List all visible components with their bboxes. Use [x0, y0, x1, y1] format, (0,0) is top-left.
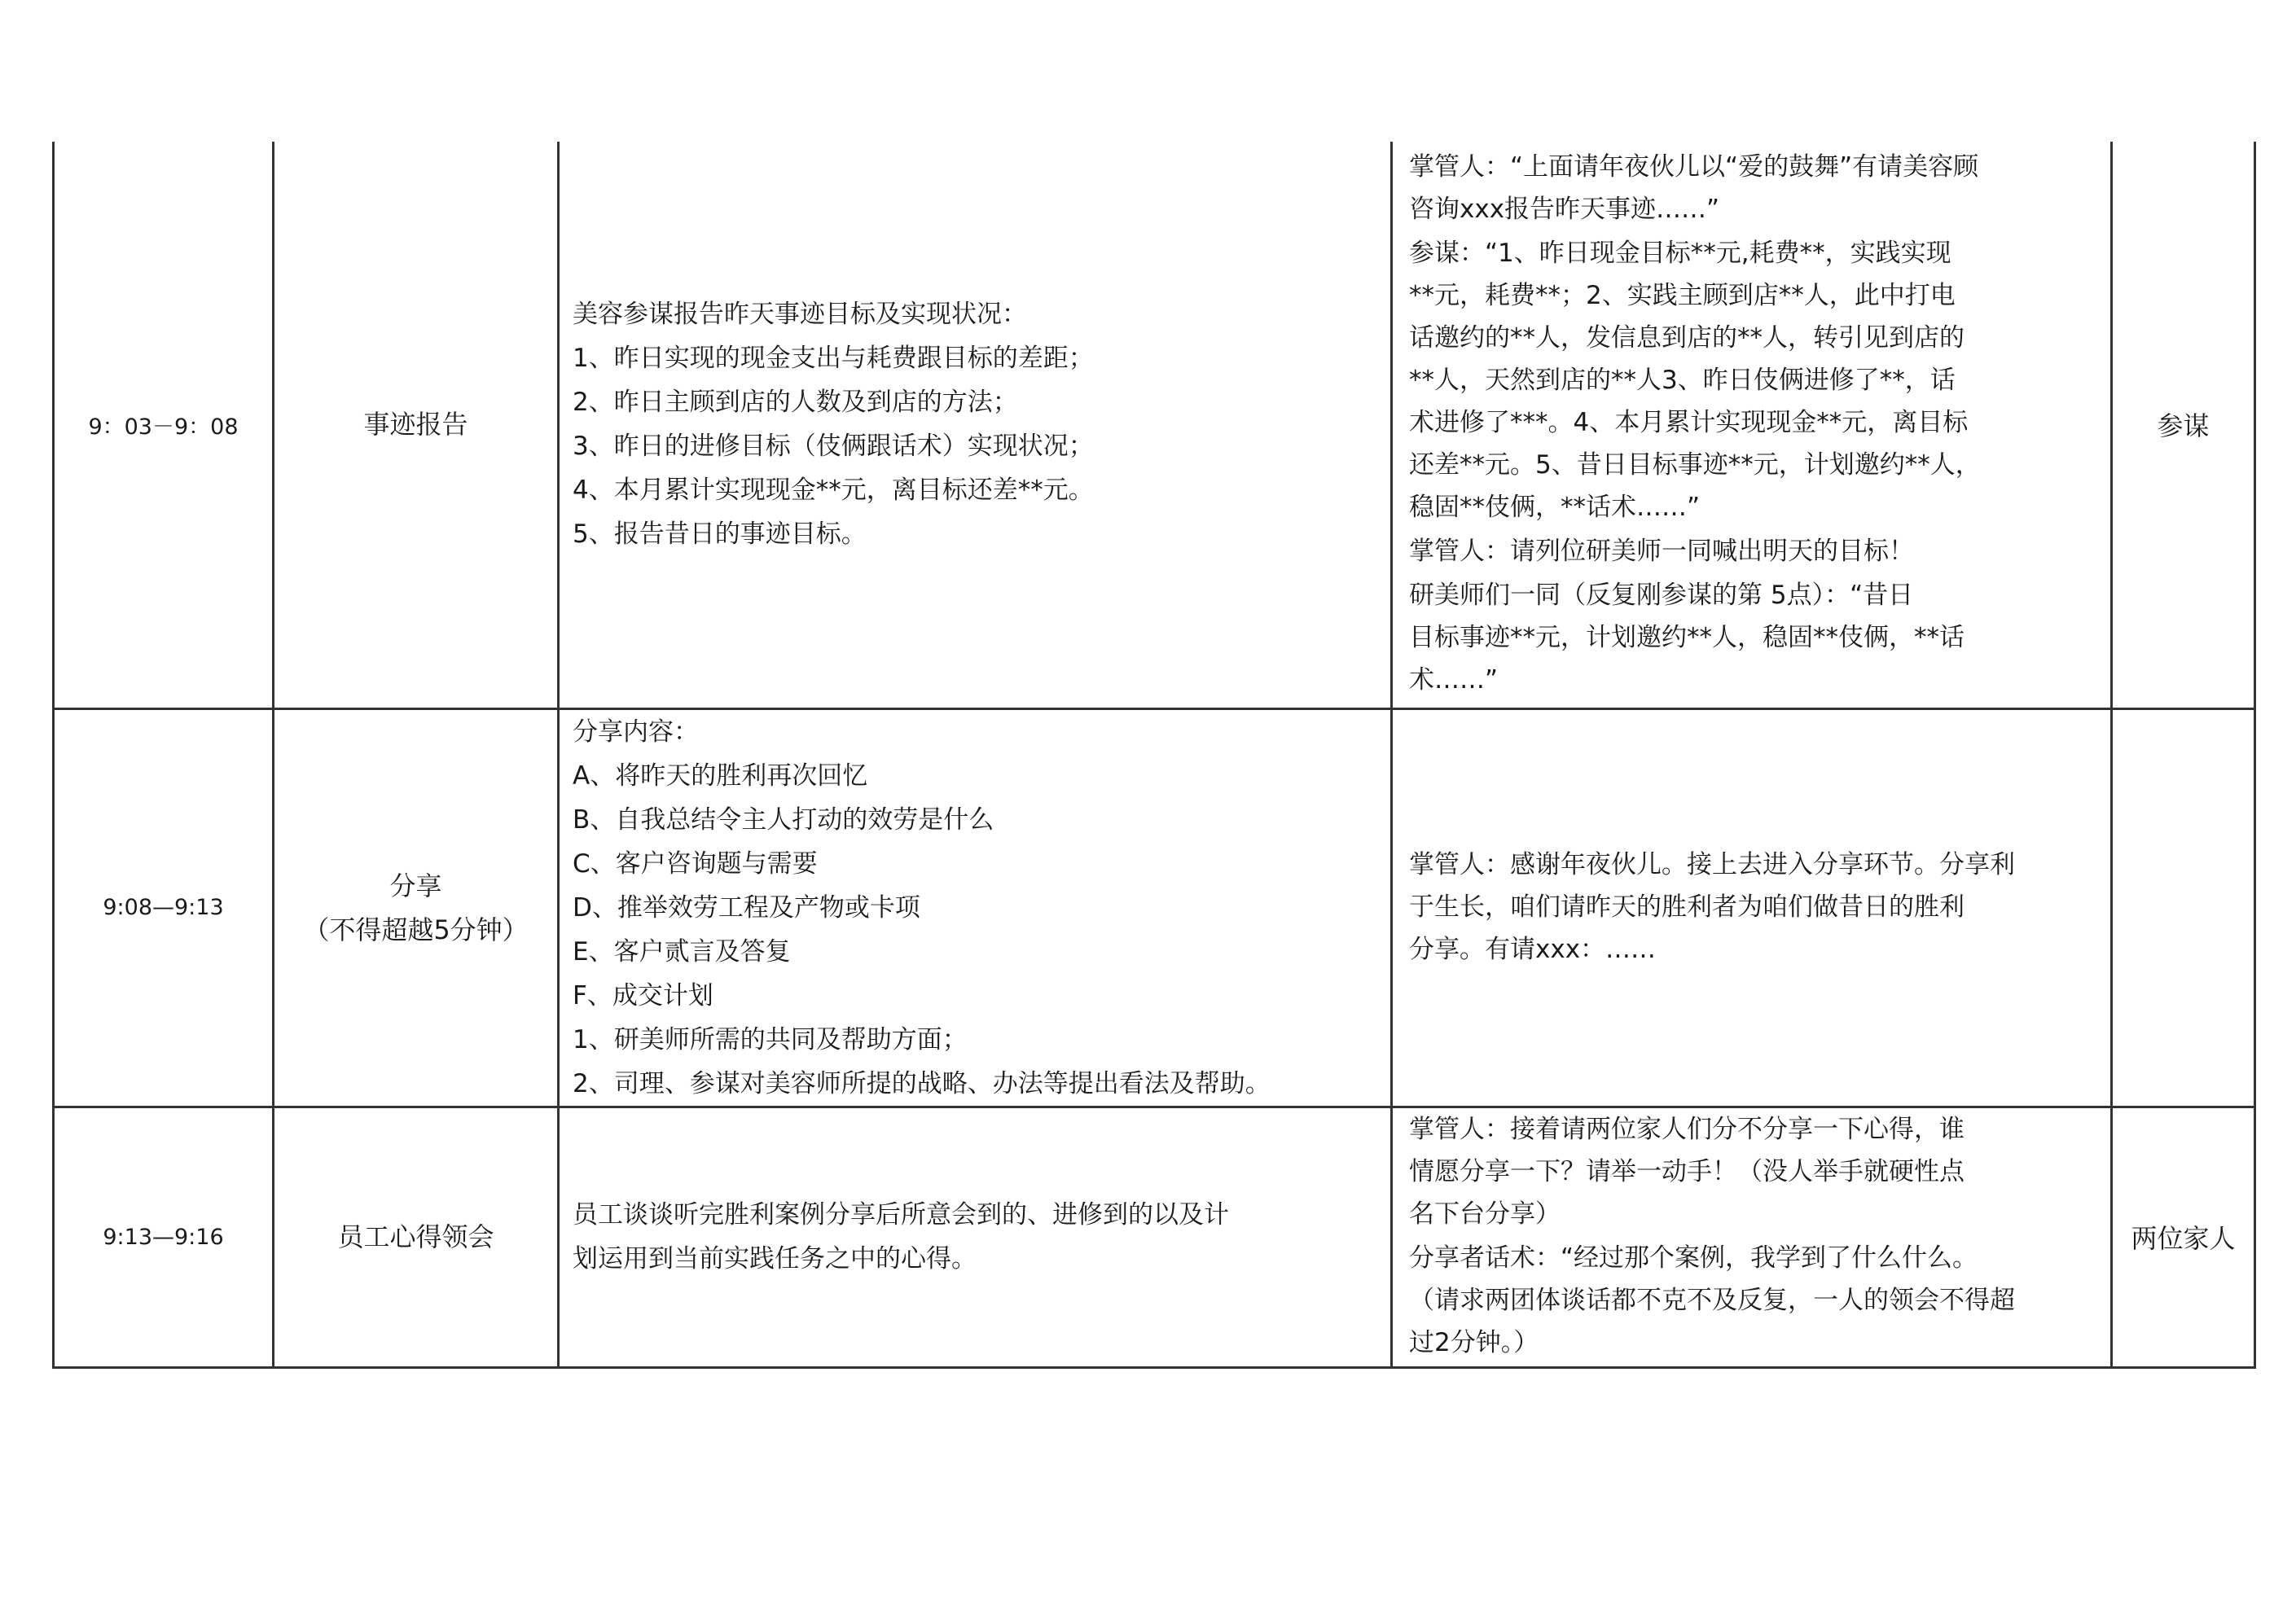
schedule-table [52, 142, 2256, 1369]
owner-cell [2112, 708, 2255, 1107]
owner-cell: 两位家人 [2112, 1107, 2255, 1367]
item-title: 分享 [389, 870, 442, 901]
script-cell [1392, 708, 2112, 1107]
content-line: B、自我总结令主人打动的效劳是什么 [573, 804, 994, 835]
item-title: 员工心得领会 [337, 1221, 494, 1252]
script-cell [1392, 1107, 2112, 1367]
item-subtitle: （不得超越5分钟） [303, 914, 529, 945]
content-line: 3、昨日的进修目标（伎俩跟话术）实现状况； [573, 432, 1094, 462]
item-title: 事迹报告 [363, 409, 468, 441]
content-line: C、客户咨询题与需要 [573, 848, 818, 879]
content-cell [559, 708, 1392, 1107]
content-line: 1、昨日实现的现金支出与耗费跟目标的差距； [573, 344, 1094, 374]
content-line: 划运用到当前实践任务之中的心得。 [573, 1244, 977, 1273]
script-paragraph: 掌管人：“上面请年夜伙儿以“爱的鼓舞”有请美容顾 咨询xxx报告昨天事迹……” [1409, 152, 1979, 225]
content-cell [559, 142, 1392, 708]
table-row [54, 1107, 2255, 1367]
script-paragraph: 研美师们一同（反复刚参谋的第 5点）：“昔日 目标事迹**元，计划邀约**人，稳固**伎俩，**话 术……” [1409, 581, 1965, 695]
content-line: 1、研美师所需的共同及帮助方面； [573, 1024, 968, 1054]
item-cell [274, 142, 559, 708]
content-line: 2、昨日主顾到店的人数及到店的方法； [573, 388, 1018, 418]
script-paragraph: 掌管人：感谢年夜伙儿。接上去进入分享环节。分享利 于生长，咱们请昨天的胜利者为咱们做昔日的胜利 分享。有请xxx：…… [1409, 849, 2015, 964]
content-line: 员工谈谈听完胜利案例分享后所意会到的、进修到的以及计 [573, 1200, 1229, 1230]
owner-cell: 参谋 [2112, 142, 2255, 708]
time-cell: 9:13—9:16 [54, 1107, 274, 1367]
content-line: 2、司理、参谋对美容师所提的战略、办法等提出看法及帮助。 [573, 1068, 1271, 1098]
script-cell [1392, 142, 2112, 708]
time-cell: 9：03－9：08 [54, 142, 274, 708]
table-row [54, 142, 2255, 708]
content-line: 5、报告昔日的事迹目标。 [573, 519, 867, 550]
content-line: 分享内容： [573, 717, 699, 747]
content-line: 美容参谋报告昨天事迹目标及实现状况： [573, 300, 1027, 330]
content-line: F、成交计划 [573, 980, 713, 1010]
time-cell: 9:08—9:13 [54, 708, 274, 1107]
script-paragraph: 掌管人：请列位研美师一同喊出明天的目标！ [1409, 537, 1914, 567]
content-line: A、将昨天的胜利再次回忆 [573, 761, 868, 791]
script-paragraph: 掌管人：接着请两位家人们分不分享一下心得，谁 情愿分享一下？请举一动手！（没人举手就硬性点 名下台分享） [1409, 1115, 1965, 1229]
content-line: 4、本月累计实现现金**元，离目标还差**元。 [573, 476, 1094, 506]
content-line: D、推举效劳工程及产物或卡项 [573, 892, 920, 923]
script-paragraph: 参谋：“1、昨日现金目标**元,耗费**，实践实现 **元，耗费**；2、实践主顾到店**人，此中打电 话邀约的**人，发信息到店的**人，转引见到店的 **人，天然到店的**人3、昨日伎俩进修了**，话 术进修了***。4、本月累计实现现金**元，离目标 还差**元。5、昔日目标事迹**元，计划邀约**人， 稳固**伎俩，**话术……” [1409, 239, 1981, 523]
table-row [54, 708, 2255, 1107]
item-cell [274, 708, 559, 1107]
item-cell [274, 1107, 559, 1367]
content-line: E、客户贰言及答复 [573, 936, 791, 967]
content-cell [559, 1107, 1392, 1367]
script-paragraph: 分享者话术：“经过那个案例，我学到了什么什么。 （请求两团体谈话都不克不及反复，一人的领会不得超 过2分钟。） [1409, 1243, 2015, 1357]
